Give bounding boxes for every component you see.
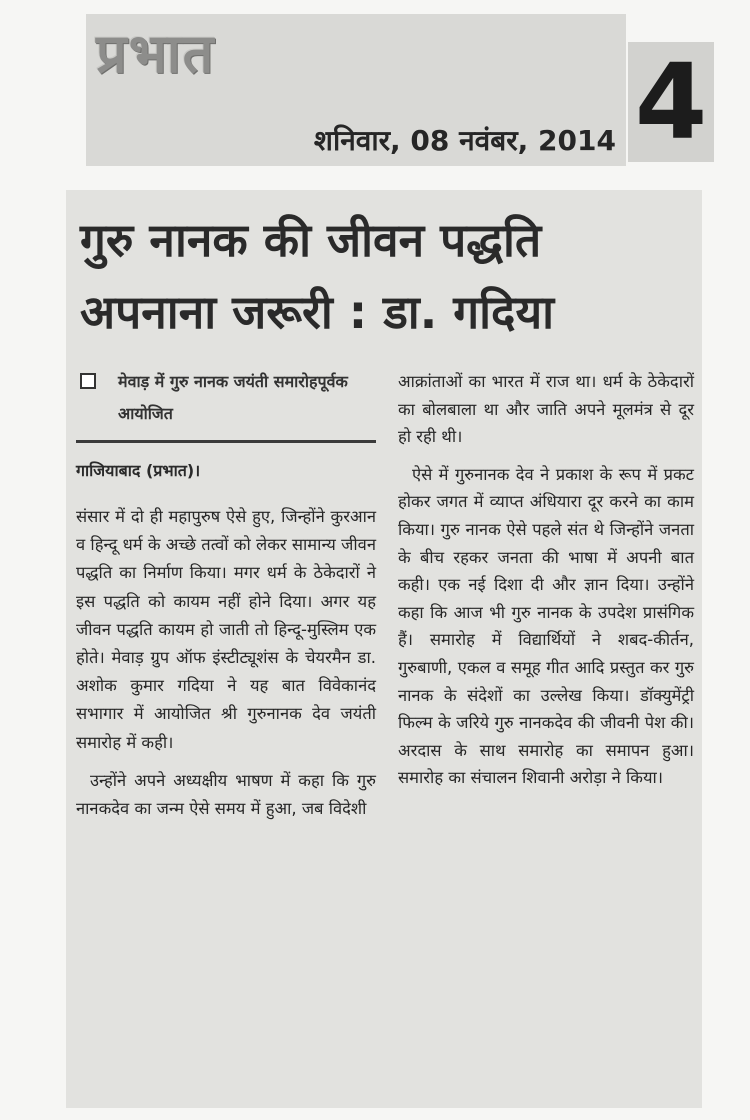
paragraph: आक्रांताओं का भारत में राज था। धर्म के ठेकेदारों का बोलबाला था और जाति अपने मूलमंत्र से दूर हो रही थी। xyxy=(398,372,694,447)
subhead xyxy=(76,366,376,430)
article-column-left xyxy=(76,366,376,833)
paragraph: संसार में दो ही महापुरुष ऐसे हुए, जिन्होंने कुरआन व हिन्दू धर्म के अच्छे तत्वों को लेकर सामान्य जीवन पद्धति का निर्माण किया। मगर धर्म के ठेकेदारों ने इस पद्धति को कायम नहीं होने दिया। अगर यह जीवन पद्धति कायम हो जाती तो हिन्दू-मुस्लिम एक होते। मेवाड़ ग्रुप ऑफ इंस्टीट्यूशंस के चेयरमैन डा. अशोक कुमार गदिया ने यह बात विवेकानंद सभागार में आयोजित श्री गुरुनानक देव जयंती समारोह में कही। xyxy=(76,507,376,752)
subhead-text: मेवाड़ में गुरु नानक जयंती समारोहपूर्वक आयोजित xyxy=(118,372,348,423)
dateline: गाजियाबाद (प्रभात)। xyxy=(76,461,201,480)
bullet-box-icon xyxy=(80,373,96,389)
article-clipping xyxy=(66,190,702,1108)
masthead xyxy=(86,14,626,166)
headline xyxy=(80,204,690,348)
newspaper-name: प्रभात xyxy=(96,22,216,85)
article-column-right xyxy=(398,368,694,802)
issue-date: शनिवार, 08 नवंबर, 2014 xyxy=(313,124,616,157)
headline-line-2: अपनाना जरूरी : डा. गदिया xyxy=(80,285,555,339)
headline-line-1: गुरु नानक की जीवन पद्धति xyxy=(80,213,542,267)
divider xyxy=(76,440,376,443)
page-number: 4 xyxy=(634,41,708,163)
paragraph: ऐसे में गुरुनानक देव ने प्रकाश के रूप में प्रकट होकर जगत में व्याप्त अंधियारा दूर करने का काम किया। गुरु नानक ऐसे पहले संत थे जिन्होंने जनता के बीच रहकर जनता की भाषा में अपनी बात कही। एक नई दिशा दी और ज्ञान दिया। उन्होंने कहा कि आज भी गुरु नानक के उपदेश प्रासंगिक हैं। समारोह में विद्यार्थियों ने शबद-कीर्तन, गुरुबाणी, एकल व समूह गीत आदि प्रस्तुत कर गुरु नानक के संदेशों का उल्लेख किया। डॉक्युमेंट्री फिल्म के जरिये गुरु नानकदेव की जीवनी पेश की। अरदास के साथ समारोह का समापन हुआ। समारोह का संचालन शिवानी अरोड़ा ने किया। xyxy=(398,464,694,788)
page-number-box xyxy=(628,42,714,162)
paragraph: उन्होंने अपने अध्यक्षीय भाषण में कहा कि गुरु नानकदेव का जन्म ऐसे समय में हुआ, जब विदेशी xyxy=(76,770,376,819)
